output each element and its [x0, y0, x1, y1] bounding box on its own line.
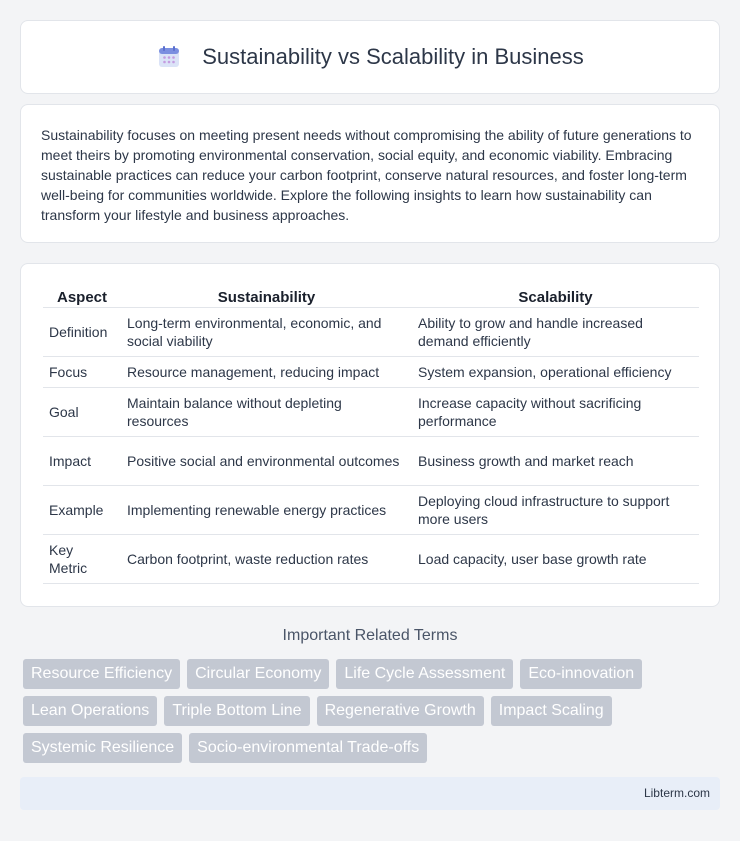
footer-site-link[interactable]: Libterm.com: [643, 786, 710, 800]
cell-aspect: Definition: [43, 308, 121, 357]
tag-circular-economy[interactable]: Circular Economy: [187, 659, 329, 689]
tag-lean-operations[interactable]: Lean Operations: [23, 696, 157, 726]
comparison-table: [43, 286, 699, 584]
cell-sustainability: Maintain balance without depleting resources: [121, 388, 412, 437]
tag-socio-environmental-trade-offs[interactable]: Socio-environmental Trade-offs: [189, 733, 427, 763]
tag-impact-scaling[interactable]: Impact Scaling: [491, 696, 612, 726]
related-terms-heading: Important Related Terms: [282, 627, 458, 644]
cell-aspect: Goal: [43, 388, 121, 437]
tag-resource-efficiency[interactable]: Resource Efficiency: [23, 659, 180, 689]
footer: [20, 777, 720, 810]
calendar-icon: [156, 44, 182, 70]
tag-row: [23, 696, 723, 726]
cell-sustainability: Positive social and environmental outcomes: [121, 437, 412, 486]
header-sustainability: Sustainability: [121, 286, 412, 308]
table-header-row: [43, 286, 699, 308]
cell-aspect: Key Metric: [43, 535, 121, 584]
tag-triple-bottom-line[interactable]: Triple Bottom Line: [164, 696, 309, 726]
table-row: [43, 486, 699, 535]
tag-eco-innovation[interactable]: Eco-innovation: [520, 659, 642, 689]
cell-scalability: Ability to grow and handle increased demand efficiently: [412, 308, 699, 357]
title-card: [20, 20, 720, 94]
cell-aspect: Example: [43, 486, 121, 535]
cell-sustainability: Carbon footprint, waste reduction rates: [121, 535, 412, 584]
table-row: [43, 357, 699, 388]
comparison-table-card: [20, 263, 720, 607]
tag-regenerative-growth[interactable]: Regenerative Growth: [317, 696, 484, 726]
cell-aspect: Focus: [43, 357, 121, 388]
table-row: [43, 388, 699, 437]
cell-sustainability: Long-term environmental, economic, and social viability: [121, 308, 412, 357]
cell-scalability: Deploying cloud infrastructure to support more users: [412, 486, 699, 535]
header-scalability: Scalability: [412, 286, 699, 308]
related-terms-list: [23, 659, 723, 770]
tag-life-cycle-assessment[interactable]: Life Cycle Assessment: [336, 659, 513, 689]
cell-scalability: Increase capacity without sacrificing performance: [412, 388, 699, 437]
cell-aspect: Impact: [43, 437, 121, 486]
cell-sustainability: Resource management, reducing impact: [121, 357, 412, 388]
page-title: Sustainability vs Scalability in Business: [202, 44, 584, 69]
tag-row: [23, 733, 723, 763]
table-row: [43, 308, 699, 357]
table-row: [43, 535, 699, 584]
intro-card: [20, 104, 720, 243]
cell-scalability: Business growth and market reach: [412, 437, 699, 486]
intro-paragraph: Sustainability focuses on meeting present needs without compromising the ability of future generations to meet theirs by promoting environmental conservation, social equity, and economic viability. Embracing sustainable practices can reduce your carbon footprint, conserve natural resources, and foster long-term well-being for communities worldwide. Explore the following insights to learn how sustainability can transform your lifestyle and business approaches.: [41, 127, 692, 223]
cell-scalability: Load capacity, user base growth rate: [412, 535, 699, 584]
cell-sustainability: Implementing renewable energy practices: [121, 486, 412, 535]
tag-systemic-resilience[interactable]: Systemic Resilience: [23, 733, 182, 763]
cell-scalability: System expansion, operational efficiency: [412, 357, 699, 388]
tag-row: [23, 659, 723, 689]
header-aspect: Aspect: [43, 286, 121, 308]
table-row: [43, 437, 699, 486]
